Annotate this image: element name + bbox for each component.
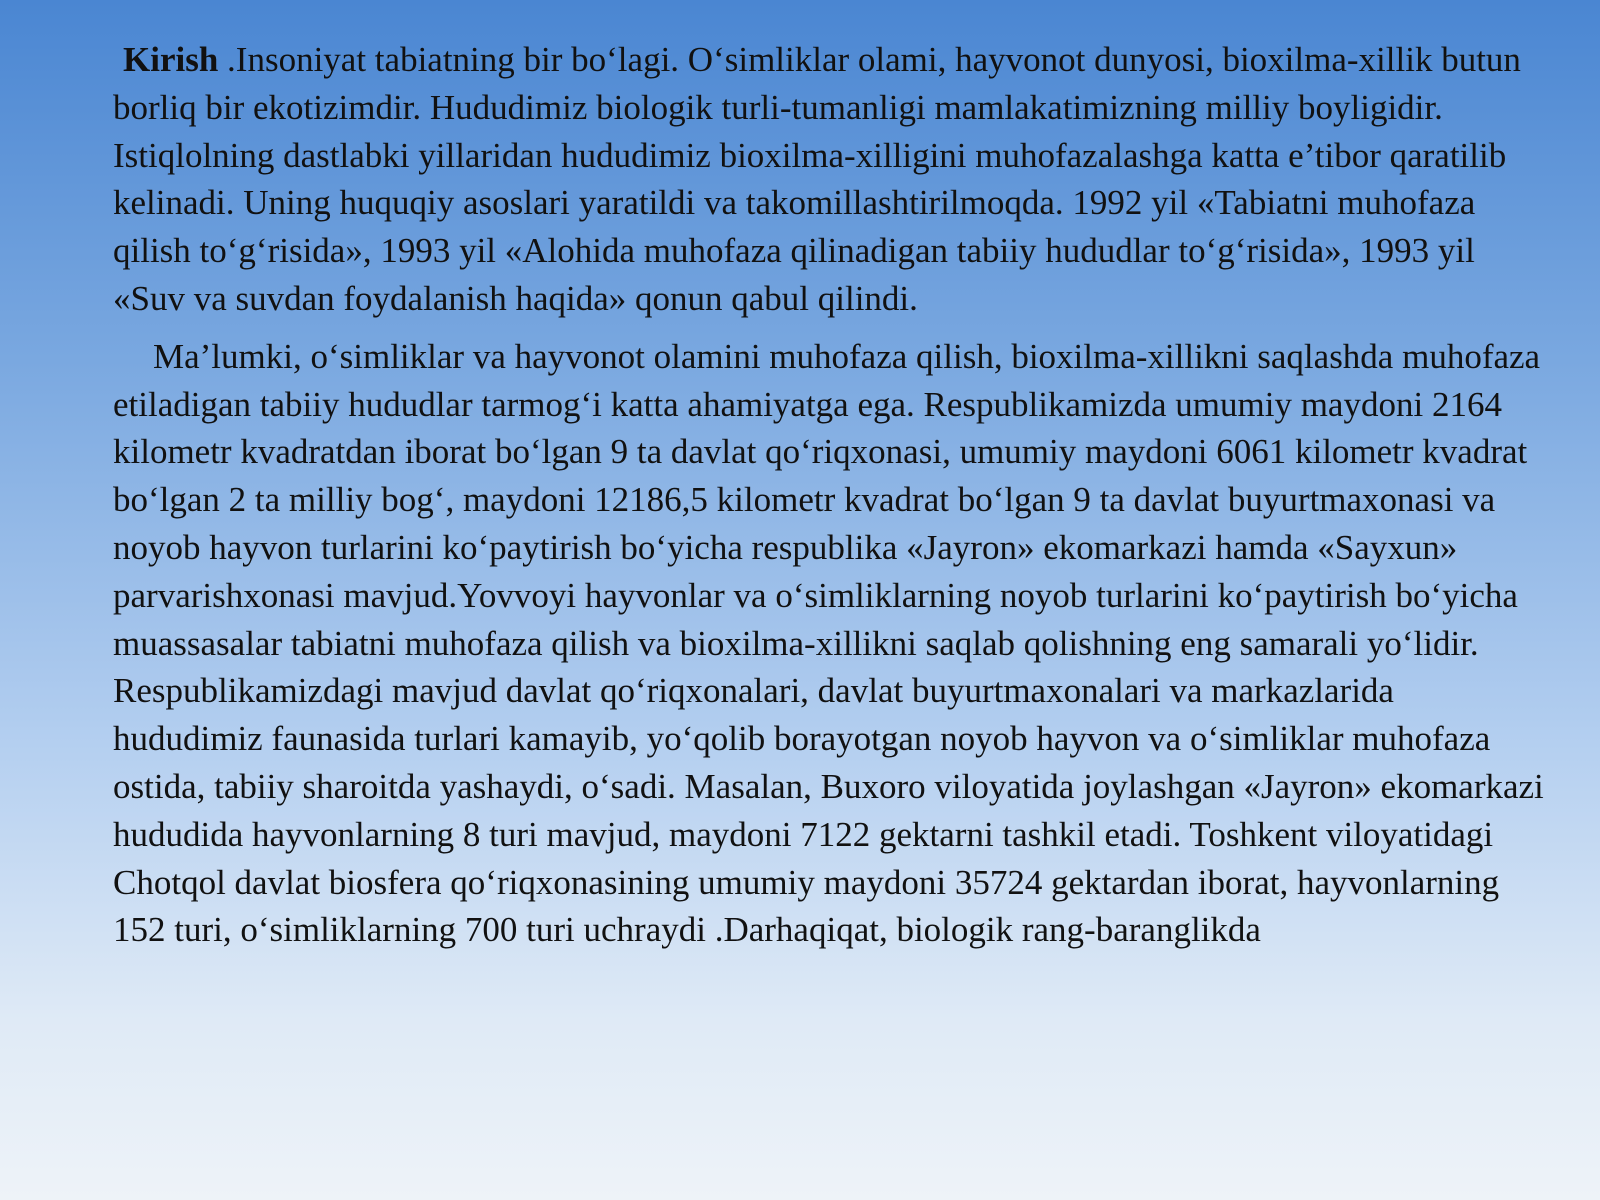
text-block xyxy=(113,36,1548,954)
body-text: Ma’lumki, o‘simliklar va hayvonot olamini muhofaza qilish, bioxilma-xillikni saqlashda muhofaza etiladigan tabiiy hududlar tarmog‘i katta ahamiyatga ega. Respublikamizda umumiy maydoni 2164 kilometr kvadratdan iborat bo‘lgan 9 ta davlat qo‘riqxonasi, umumiy maydoni 6061 kilometr kvadrat bo‘lgan 2 ta milliy bog‘, maydoni 12186,5 kilometr kvadrat bo‘lgan 9 ta davlat buyurtmaxonasi va noyob hayvon turlarini ko‘paytirish bo‘yicha respublika «Jayron» ekomarkazi hamda «Sayxun» parvarishxonasi mavjud.Yovvoyi hayvonlar va o‘simliklarning noyob turlarini ko‘paytirish bo‘yicha muassasalar tabiatni muhofaza qilish va bioxilma-xillikni saqlab qolishning eng samarali yo‘lidir. Respublikamizdagi mavjud davlat qo‘riqxonalari, davlat buyurtmaxonalari va markazlarida hududimiz faunasida turlari kamayib, yo‘qolib borayotgan noyob hayvon va o‘simliklar muhofaza ostida, tabiiy sharoitda yashaydi, o‘sadi. Masalan, Buxoro viloyatida joylashgan «Jayron» ekomarkazi hududida hayvonlarning 8 turi mavjud, maydoni 7122 gektarni tashkil etadi. Toshkent viloyatidagi Chotqol davlat biosfera qo‘riqxonasining umumiy maydoni 35724 gektardan iborat, hayvonlarning 152 turi, o‘simliklarning 700 turi uchraydi .Darhaqiqat, biologik rang-baranglikda xyxy=(113,336,1544,950)
paragraph-body xyxy=(113,333,1548,954)
intro-text: .Insoniyat tabiatning bir bo‘lagi. O‘simliklar olami, hayvonot dunyosi, bioxilma-xillik butun borliq bir ekotizimdir. Hududimiz biologik turli-tumanligi mamlakatimizning milliy boyligidir. Istiqlolning dastlabki yillaridan hududimiz bioxilma-xilligini muhofazalashga katta e’tibor qaratilib kelinadi. Uning huquqiy asoslari yaratildi va takomillashtirilmoqda. 1992 yil «Tabiatni muhofaza qilish to‘g‘risida», 1993 yil «Alohida muhofaza qilinadigan tabiiy hududlar to‘g‘risida», 1993 yil «Suv va suvdan foydalanish haqida» qonun qabul qilindi. xyxy=(113,40,1521,318)
paragraph-intro xyxy=(113,36,1548,323)
intro-heading: Kirish xyxy=(123,40,219,79)
